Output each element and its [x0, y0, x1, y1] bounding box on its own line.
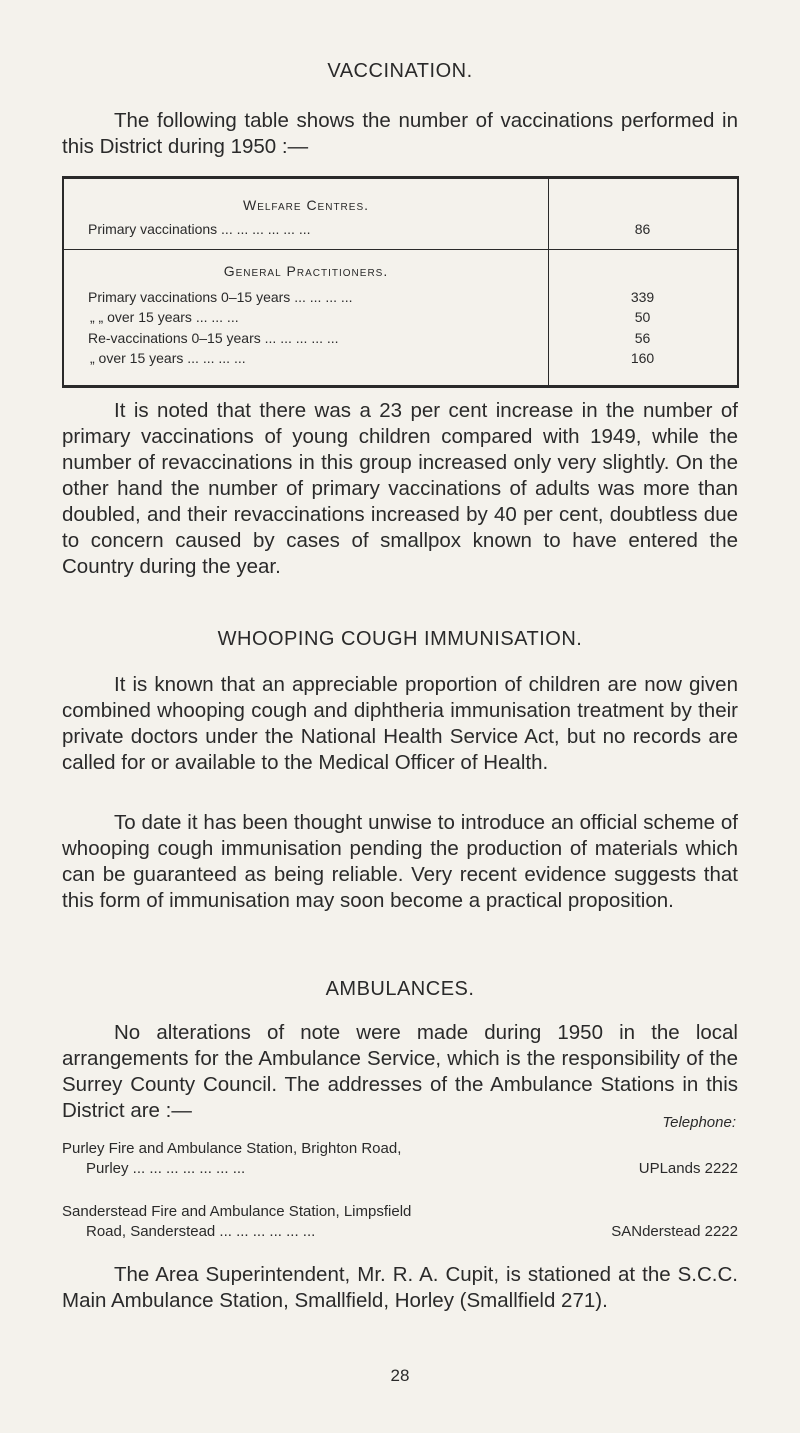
station-name-cont: Road, Sanderstead ... ... ... ... ... ... [86, 1223, 316, 1240]
station-telephone: UPLands 2222 [638, 1160, 738, 1177]
table-row-value: 56 [634, 330, 651, 346]
ambulances-heading: AMBULANCES. [325, 978, 475, 1000]
telephone-label: Telephone: [662, 1114, 736, 1131]
whooping-heading: WHOOPING COUGH IMMUNISATION. [217, 628, 583, 650]
vaccination-heading: VACCINATION. [327, 60, 473, 82]
page-number: 28 [390, 1366, 410, 1385]
station-name-cont: Purley ... ... ... ... ... ... ... [86, 1160, 246, 1177]
station-name: Purley Fire and Ambulance Station, Brighton Road, [62, 1140, 402, 1157]
table-row-value: 339 [630, 289, 655, 305]
table-section-welfare: Welfare Centres. [242, 197, 369, 213]
station-name: Sanderstead Fire and Ambulance Station, Limpsfield [62, 1203, 412, 1220]
ambulances-paragraph-1: No alterations of note were made during 1950 in the local arrangements for the Ambulance Service, which is the responsibility of the Surrey County Council. The addresses of the Ambulance Stations in this District are :— [62, 1021, 738, 1122]
table-row-label: Primary vaccinations ... ... ... ... ... ... [88, 221, 311, 237]
table-row-value: 160 [630, 350, 655, 366]
ambulances-paragraph-2: The Area Superintendent, Mr. R. A. Cupit, is stationed at the S.C.C. Main Ambulance Station, Smallfield, Horley (Smallfield 271). [62, 1263, 738, 1312]
table-row-label: Primary vaccinations 0–15 years ... ... ... ... [88, 289, 353, 305]
whooping-paragraph-1: It is known that an appreciable proportion of children are now given combined whooping cough and diphtheria immunisation treatment by their private doctors under the National Health Service Act, but no records are called for or available to the Medical Officer of Health. [62, 673, 738, 774]
station-telephone: SANderstead 2222 [611, 1223, 738, 1240]
table-section-gp: General Practitioners. [223, 263, 389, 279]
whooping-paragraph-2: To date it has been thought unwise to introduce an official scheme of whooping cough immunisation pending the production of materials which can be guaranteed as being reliable. Very recent evidence suggests that this form of immunisation may soon become a practical proposition. [62, 811, 738, 912]
table-row-value: 86 [634, 221, 651, 237]
table-row-label: „ over 15 years ... ... ... ... [90, 350, 246, 366]
table-row-label: Re-vaccinations 0–15 years ... ... ... ... ... [88, 330, 339, 346]
table-row-value: 50 [634, 309, 651, 325]
station-sanderstead [62, 1203, 738, 1240]
vaccination-paragraph: It is noted that there was a 23 per cent increase in the number of primary vaccinations of young children compared with 1949, while the number of revaccinations in this group increased only very slightly. On the other hand the number of primary vaccinations of adults was more than doubled, and their revaccinations increased by 40 per cent, doubtless due to concern caused by cases of smallpox known to have entered the Country during the year. [62, 399, 738, 578]
vaccination-intro: The following table shows the number of vaccinations performed in this District during 1950 :— [62, 109, 738, 158]
table-row-label: „ „ over 15 years ... ... ... [90, 309, 239, 325]
vaccination-table [62, 176, 739, 388]
station-purley [62, 1140, 738, 1177]
